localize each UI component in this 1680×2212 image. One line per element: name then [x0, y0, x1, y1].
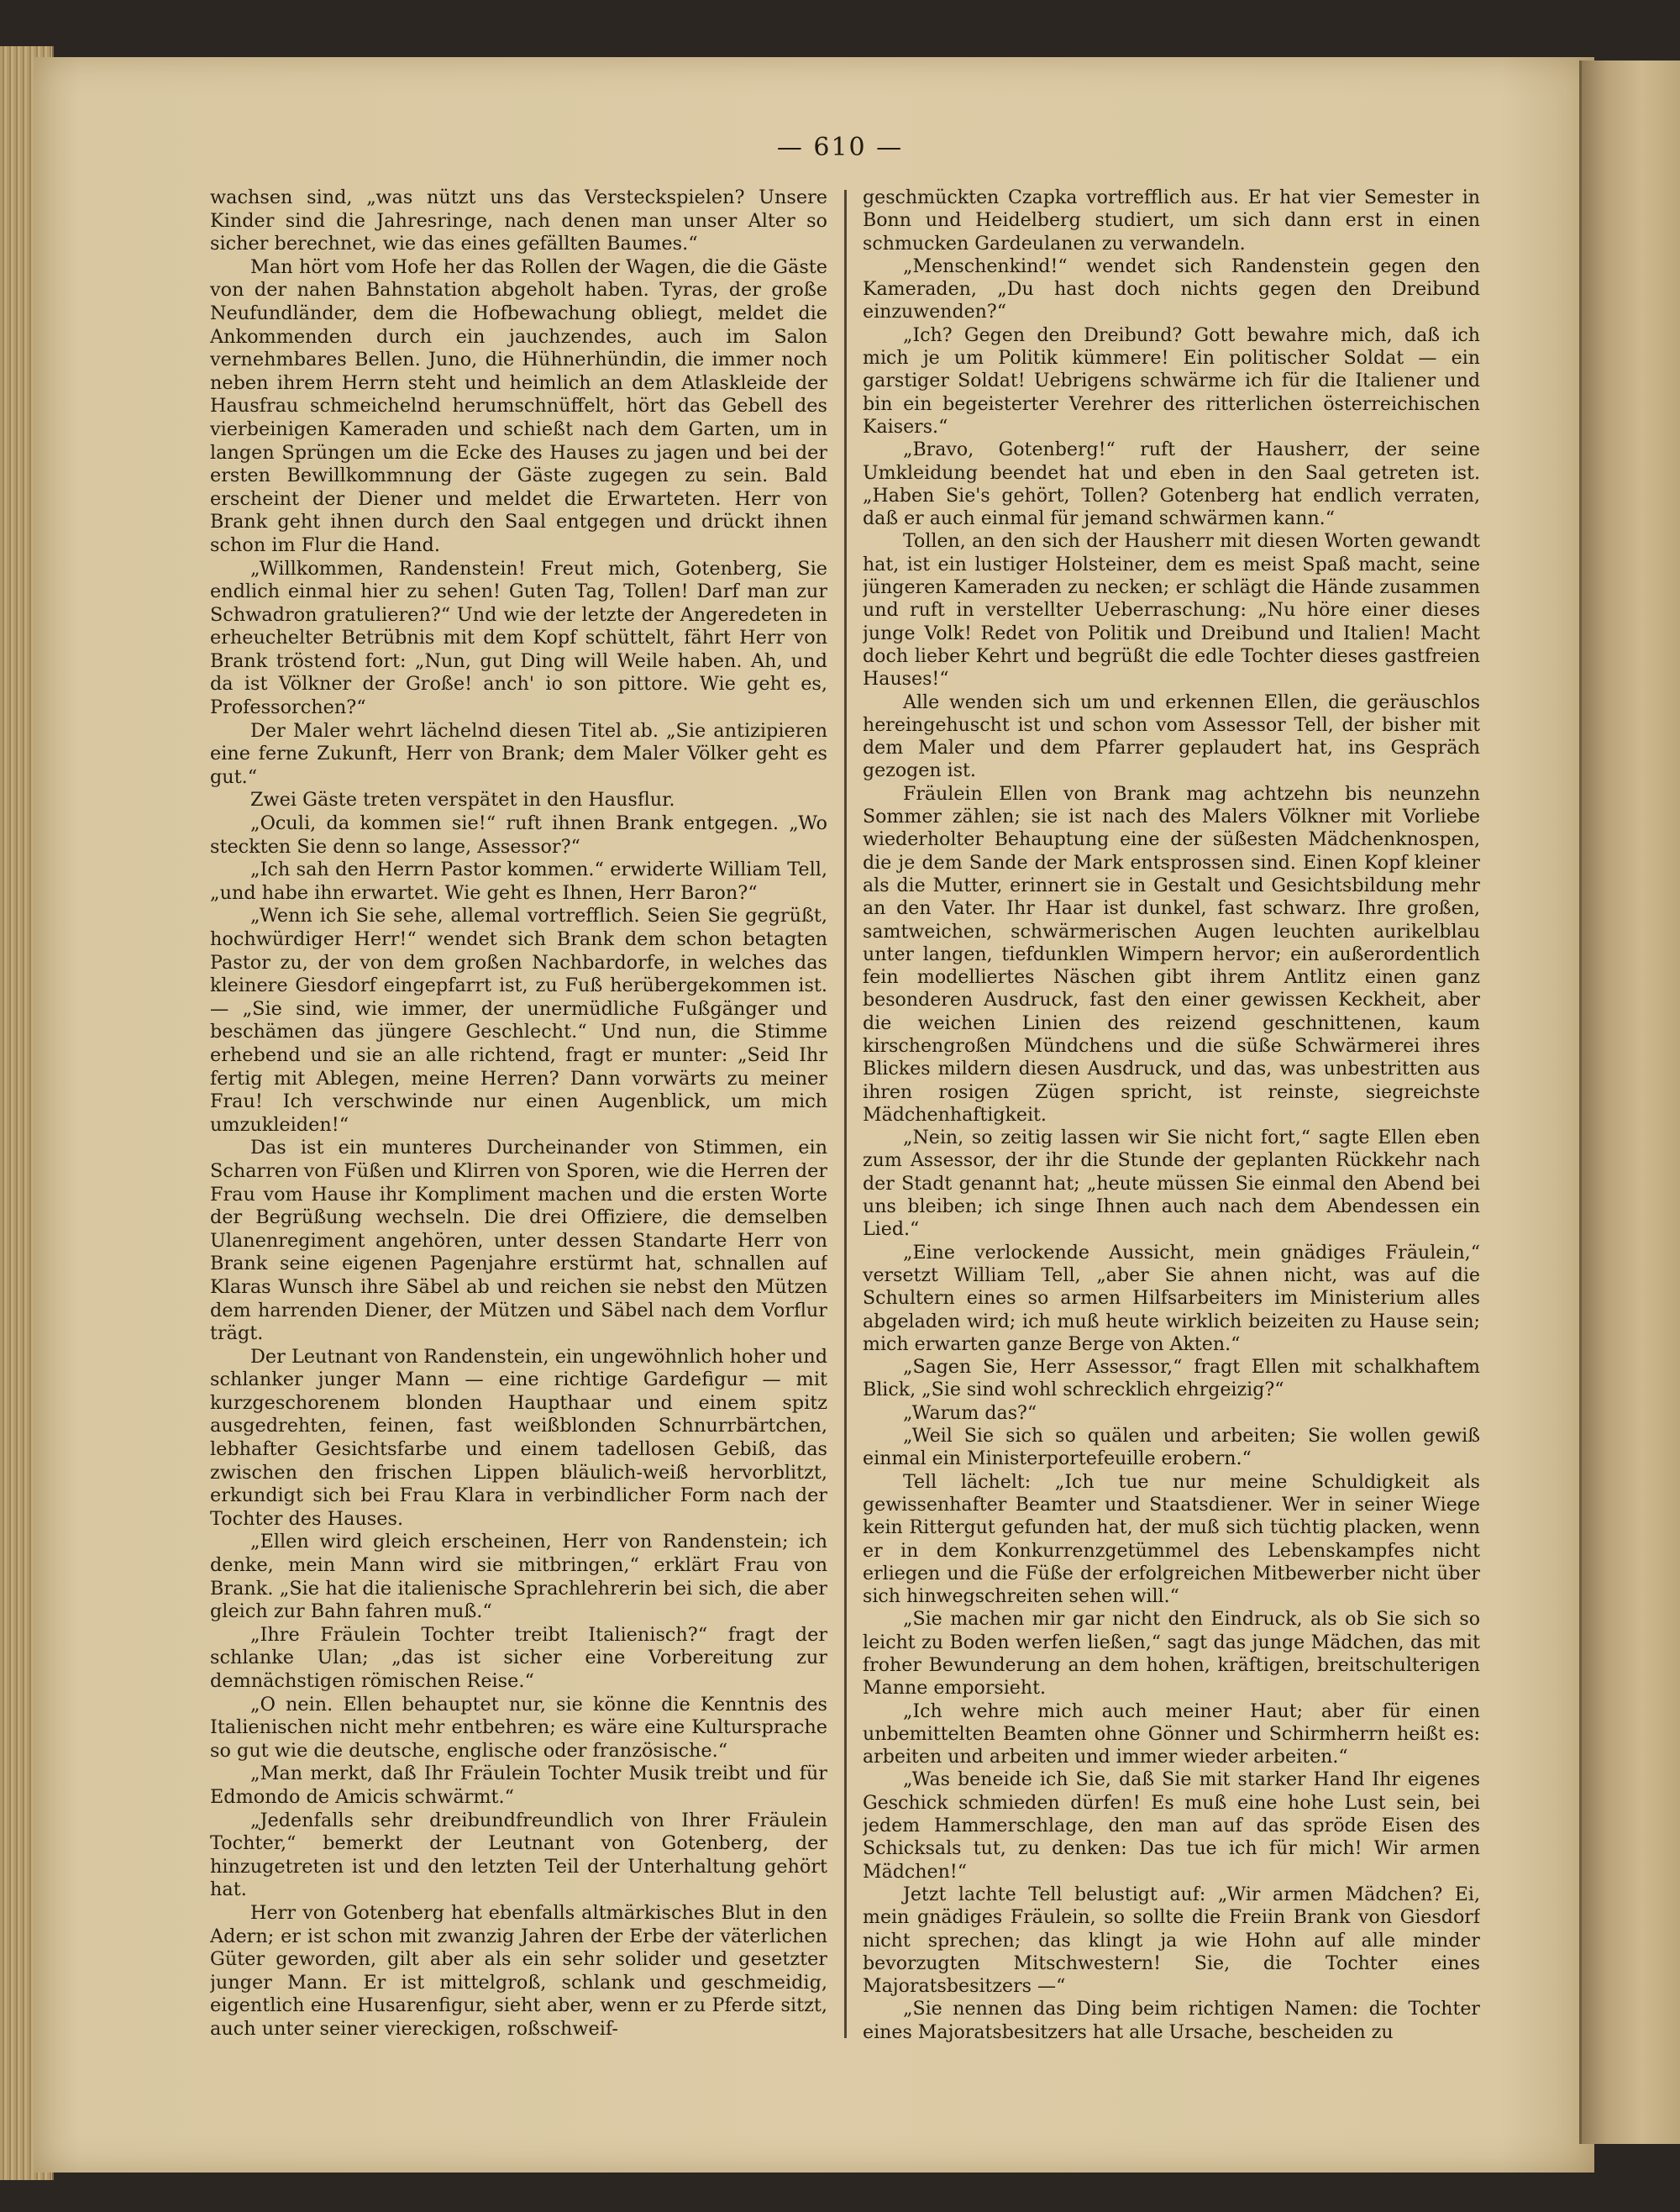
paragraph: „Menschenkind!“ wendet sich Randenstein gegen den Kameraden, „Du hast doch nichts gegen den Dreibund einzuwenden?“: [863, 255, 1480, 323]
paragraph: „Warum das?“: [903, 1401, 1037, 1424]
paragraph: Jetzt lachte Tell belustigt auf: „Wir armen Mädchen? Ei, mein gnädiges Fräulein, so sollte die Freiin Brank von Giesdorf nicht sprechen; das klingt ja wie Hohn auf alle minder bevorzugten Mitschwestern! Sie, die Tochter eines Majoratsbesitzers —“: [863, 1883, 1480, 1998]
paragraph: „O nein. Ellen behauptet nur, sie könne die Kenntnis des Italienischen nicht mehr entbehren; es wäre eine Kultursprache so gut wie die deutsche, englische oder französische.“: [210, 1693, 827, 1762]
paragraph: Alle wenden sich um und erkennen Ellen, die geräuschlos hereingehuscht ist und schon vom Assessor Tell, der bisher mit dem Maler und dem Pfarrer geplaudert hat, ins Gespräch gezogen ist.: [863, 691, 1480, 782]
paragraph: „Sagen Sie, Herr Assessor,“ fragt Ellen mit schalkhaftem Blick, „Sie sind wohl schrecklich ehrgeizig?“: [863, 1356, 1480, 1401]
paragraph: „Oculi, da kommen sie!“ ruft ihnen Brank entgegen. „Wo steckten Sie denn so lange, Assessor?“: [210, 812, 827, 858]
paragraph: Der Maler wehrt lächelnd diesen Titel ab. „Sie antizipieren eine ferne Zukunft, Herr von Brank; dem Maler Völker geht es gut.“: [210, 719, 827, 788]
paragraph: „Ich wehre mich auch meiner Haut; aber für einen unbemittelten Beamten ohne Gönner und Schirmherrn heißt es: arbeiten und arbeiten und immer wieder arbeiten.“: [863, 1700, 1480, 1768]
paragraph: „Ihre Fräulein Tochter treibt Italienisch?“ fragt der schlanke Ulan; „das ist sicher eine Vorbereitung zur demnächstigen römischen Reise.“: [210, 1623, 827, 1692]
paragraph: Tollen, an den sich der Hausherr mit diesen Worten gewandt hat, ist ein lustiger Holsteiner, dem es meist Spaß macht, seine jüngeren Kameraden zu necken; er schlägt die Hände zusammen und ruft in verstellter Ueberraschung: „Nu höre einer dieses junge Volk! Redet von Politik und Dreibund und Italien! Macht doch lieber Kehrt und begrüßt die edle Tochter dieses gastfreien Hauses!“: [863, 530, 1480, 691]
paragraph: „Sie nennen das Ding beim richtigen Namen: die Tochter eines Majoratsbesitzers hat alle Ursache, bescheiden zu: [863, 1998, 1480, 2043]
column-divider: [844, 190, 847, 2038]
paragraph: Man hört vom Hofe her das Rollen der Wagen, die die Gäste von der nahen Bahnstation abgeholt haben. Tyras, der große Neufundländer, dem die Hofbewachung obliegt, meldet die Ankommenden durch ein jauchzendes, auch im Salon vernehmbares Bellen. Juno, die Hühnerhündin, die immer noch neben ihrem Herrn steht und heimlich an dem Atlaskleide der Hausfrau schmeichelnd herumschnüffelt, hört das Gebell des vierbeinigen Kameraden und schießt nach dem Garten, um in langen Sprüngen um die Ecke des Hauses zu jagen und bei der ersten Bewillkommnung der Gäste zugegen zu sein. Bald erscheint der Diener und meldet die Erwarteten. Herr von Brank geht ihnen durch den Saal entgegen und drückt ihnen schon im Flur die Hand.: [210, 255, 827, 556]
paragraph: Herr von Gotenberg hat ebenfalls altmärkisches Blut in den Adern; er ist schon mit zwanzig Jahren der Erbe der väterlichen Güter geworden, gilt aber als ein sehr solider und gesetzter junger Mann. Er ist mittelgroß, schlank und geschmeidig, eigentlich eine Husarenfigur, sieht aber, wenn er zu Pferde sitzt, auch unter seiner viereckigen, roßschweif-: [210, 1901, 827, 2040]
paragraph: „Sie machen mir gar nicht den Eindruck, als ob Sie sich so leicht zu Boden werfen ließen,“ sagt das junge Mädchen, das mit froher Bewunderung an dem hohen, kräftigen, breitschulterigen Manne emporsieht.: [863, 1608, 1480, 1700]
paragraph: wachsen sind, „was nützt uns das Versteckspielen? Unsere Kinder sind die Jahresringe, nach denen man unser Alter so sicher berechnet, wie das eines gefällten Baumes.“: [210, 187, 827, 255]
paragraph: Zwei Gäste treten verspätet in den Hausflur.: [250, 789, 675, 812]
paragraph: „Willkommen, Randenstein! Freut mich, Gotenberg, Sie endlich einmal hier zu sehen! Guten Tag, Tollen! Darf man zur Schwadron gratulieren?“ Und wie der letzte der Angeredeten in erheuchelter Betrübnis mit dem Kopf schüttelt, fährt Herr von Brank tröstend fort: „Nun, gut Ding will Weile haben. Ah, und da ist Völkner der Große! anch' io son pittore. Wie geht es, Professorchen?“: [210, 557, 827, 719]
paragraph: Tell lächelt: „Ich tue nur meine Schuldigkeit als gewissenhafter Beamter und Staatsdiener. Wer in seiner Wiege kein Rittergut gefunden hat, der muß sich tüchtig placken, wenn er in dem Konkurrenzgetümmel des Lebenskampfes nicht erliegen und die Füße der erfolgreichen Mitbewerber nicht über sich hinwegschreiten sehen will.“: [863, 1470, 1480, 1608]
paragraph: „Was beneide ich Sie, daß Sie mit starker Hand Ihr eigenes Geschick schmieden dürfen! Es muß eine hohe Lust sein, bei jedem Hammerschlage, den man auf das spröde Eisen des Schicksals tut, zu denken: Das tue ich für mich! Wir armen Mädchen!“: [863, 1768, 1480, 1883]
paragraph: „Ellen wird gleich erscheinen, Herr von Randenstein; ich denke, mein Mann wird sie mitbringen,“ erklärt Frau von Brank. „Sie hat die italienische Sprachlehrerin bei sich, die aber gleich zur Bahn fahren muß.“: [210, 1531, 827, 1623]
paragraph: „Wenn ich Sie sehe, allemal vortrefflich. Seien Sie gegrüßt, hochwürdiger Herr!“ wendet sich Brank dem schon betagten Pastor zu, der von dem großen Nachbardorfe, in welches das kleinere Giesdorf eingepfarrt ist, zu Fuß herübergekommen ist. — „Sie sind, wie immer, der unermüdliche Fußgänger und beschämen das jüngere Geschlecht.“ Und nun, die Stimme erhebend und sie an alle richtend, fragt er munter: „Seid Ihr fertig mit Ablegen, meine Herren? Dann vorwärts zu meiner Frau! Ich verschwinde nur einen Augenblick, um mich umzukleiden!“: [210, 905, 827, 1136]
paragraph: „Bravo, Gotenberg!“ ruft der Hausherr, der seine Umkleidung beendet hat und eben in den Saal getreten ist. „Haben Sie's gehört, Tollen? Gotenberg hat endlich verraten, daß er auch einmal für jemand schwärmen kann.“: [863, 439, 1480, 530]
paragraph: Der Leutnant von Randenstein, ein ungewöhnlich hoher und schlanker junger Mann — eine richtige Gardefigur — mit kurzgeschorenem blonden Haupthaar und einem spitz ausgedrehten, feinen, fast weißblonden Schnurrbärtchen, lebhafter Gesichtsfarbe und einem tadellosen Gebiß, das zwischen den frischen Lippen bläulich-weiß hervorblitzt, erkundigt sich bei Frau Klara in verbindlicher Form nach der Tochter des Hauses.: [210, 1345, 827, 1530]
paragraph: „Man merkt, daß Ihr Fräulein Tochter Musik treibt und für Edmondo de Amicis schwärmt.“: [210, 1763, 827, 1808]
paragraph: „Ich? Gegen den Dreibund? Gott bewahre mich, daß ich mich je um Politik kümmere! Ein politischer Soldat — ein garstiger Soldat! Uebrigens schwärme ich für die Italiener und bin ein begeisterter Verehrer des ritterlichen österreichischen Kaisers.“: [863, 323, 1480, 438]
paragraph: Fräulein Ellen von Brank mag achtzehn bis neunzehn Sommer zählen; sie ist nach des Malers Völkner mit Vorliebe wiederholter Behauptung eine der süßesten Mädchenknospen, die je dem Sande der Mark entsprossen sind. Einen Kopf kleiner als die Mutter, erinnert sie in Gestalt und Gesichtsbildung mehr an den Vater. Ihr Haar ist dunkel, fast schwarz. Ihre großen, samtweichen, schwärmerischen Augen leuchten aurikelblau unter langen, tiefdunklen Wimpern hervor; ein außerordentlich fein modelliertes Näschen gibt ihrem Antlitz einen ganz besonderen Ausdruck, fast den einer gewissen Keckheit, aber die weichen Linien des reizend geschnittenen, kaum kirschengroßen Mündchens und die süße Schwärmerei ihres Blickes mildern diesen Ausdruck, und das, was unbestritten aus ihren rosigen Zügen spricht, ist reinste, siegreichste Mädchenhaftigkeit.: [863, 782, 1480, 1126]
paragraph: geschmückten Czapka vortrefflich aus. Er hat vier Semester in Bonn und Heidelberg studiert, um sich dann erst in einen schmucken Gardeulanen zu verwandeln.: [863, 187, 1480, 255]
paragraph: Das ist ein munteres Durcheinander von Stimmen, ein Scharren von Füßen und Klirren von Sporen, wie die Herren der Frau vom Hause ihr Kompliment machen und die ersten Worte der Begrüßung wechseln. Die drei Offiziere, die demselben Ulanenregiment angehören, unter dessen Standarte Herr von Brank seine eigenen Pagenjahre erstürmt hat, schnallen auf Klaras Wunsch ihre Säbel ab und reichen sie nebst den Mützen dem harrenden Diener, der Mützen und Säbel nach dem Vorflur trägt.: [210, 1137, 827, 1345]
paragraph: „Jedenfalls sehr dreibundfreundlich von Ihrer Fräulein Tochter,“ bemerkt der Leutnant von Gotenberg, der hinzugetreten ist und den letzten Teil der Unterhaltung gehört hat.: [210, 1809, 827, 1901]
paragraph: „Ich sah den Herrn Pastor kommen.“ erwiderte William Tell, „und habe ihn erwartet. Wie geht es Ihnen, Herr Baron?“: [210, 859, 827, 904]
page-number: — 610 —: [776, 133, 904, 162]
paragraph: „Eine verlockende Aussicht, mein gnädiges Fräulein,“ versetzt William Tell, „aber Sie ahnen nicht, was auf die Schultern eines so armen Hilfsarbeiters im Ministerium alles abgeladen wird; ich muß heute wirklich beizeiten zu Hause sein; mich erwarten ganze Berge von Akten.“: [863, 1241, 1480, 1355]
facing-page-edge: [1579, 60, 1680, 2144]
paragraph: „Nein, so zeitig lassen wir Sie nicht fort,“ sagte Ellen eben zum Assessor, der ihr die Stunde der geplanten Rückkehr nach der Stadt genannt hat; „heute müssen Sie einmal den Abend bei uns bleiben; ich singe Ihnen auch nach dem Abendessen ein Lied.“: [863, 1127, 1480, 1241]
paragraph: „Weil Sie sich so quälen und arbeiten; Sie wollen gewiß einmal ein Ministerportefeuille erobern.“: [863, 1425, 1480, 1470]
right-column: [863, 187, 1480, 2043]
left-column: [210, 187, 827, 2043]
